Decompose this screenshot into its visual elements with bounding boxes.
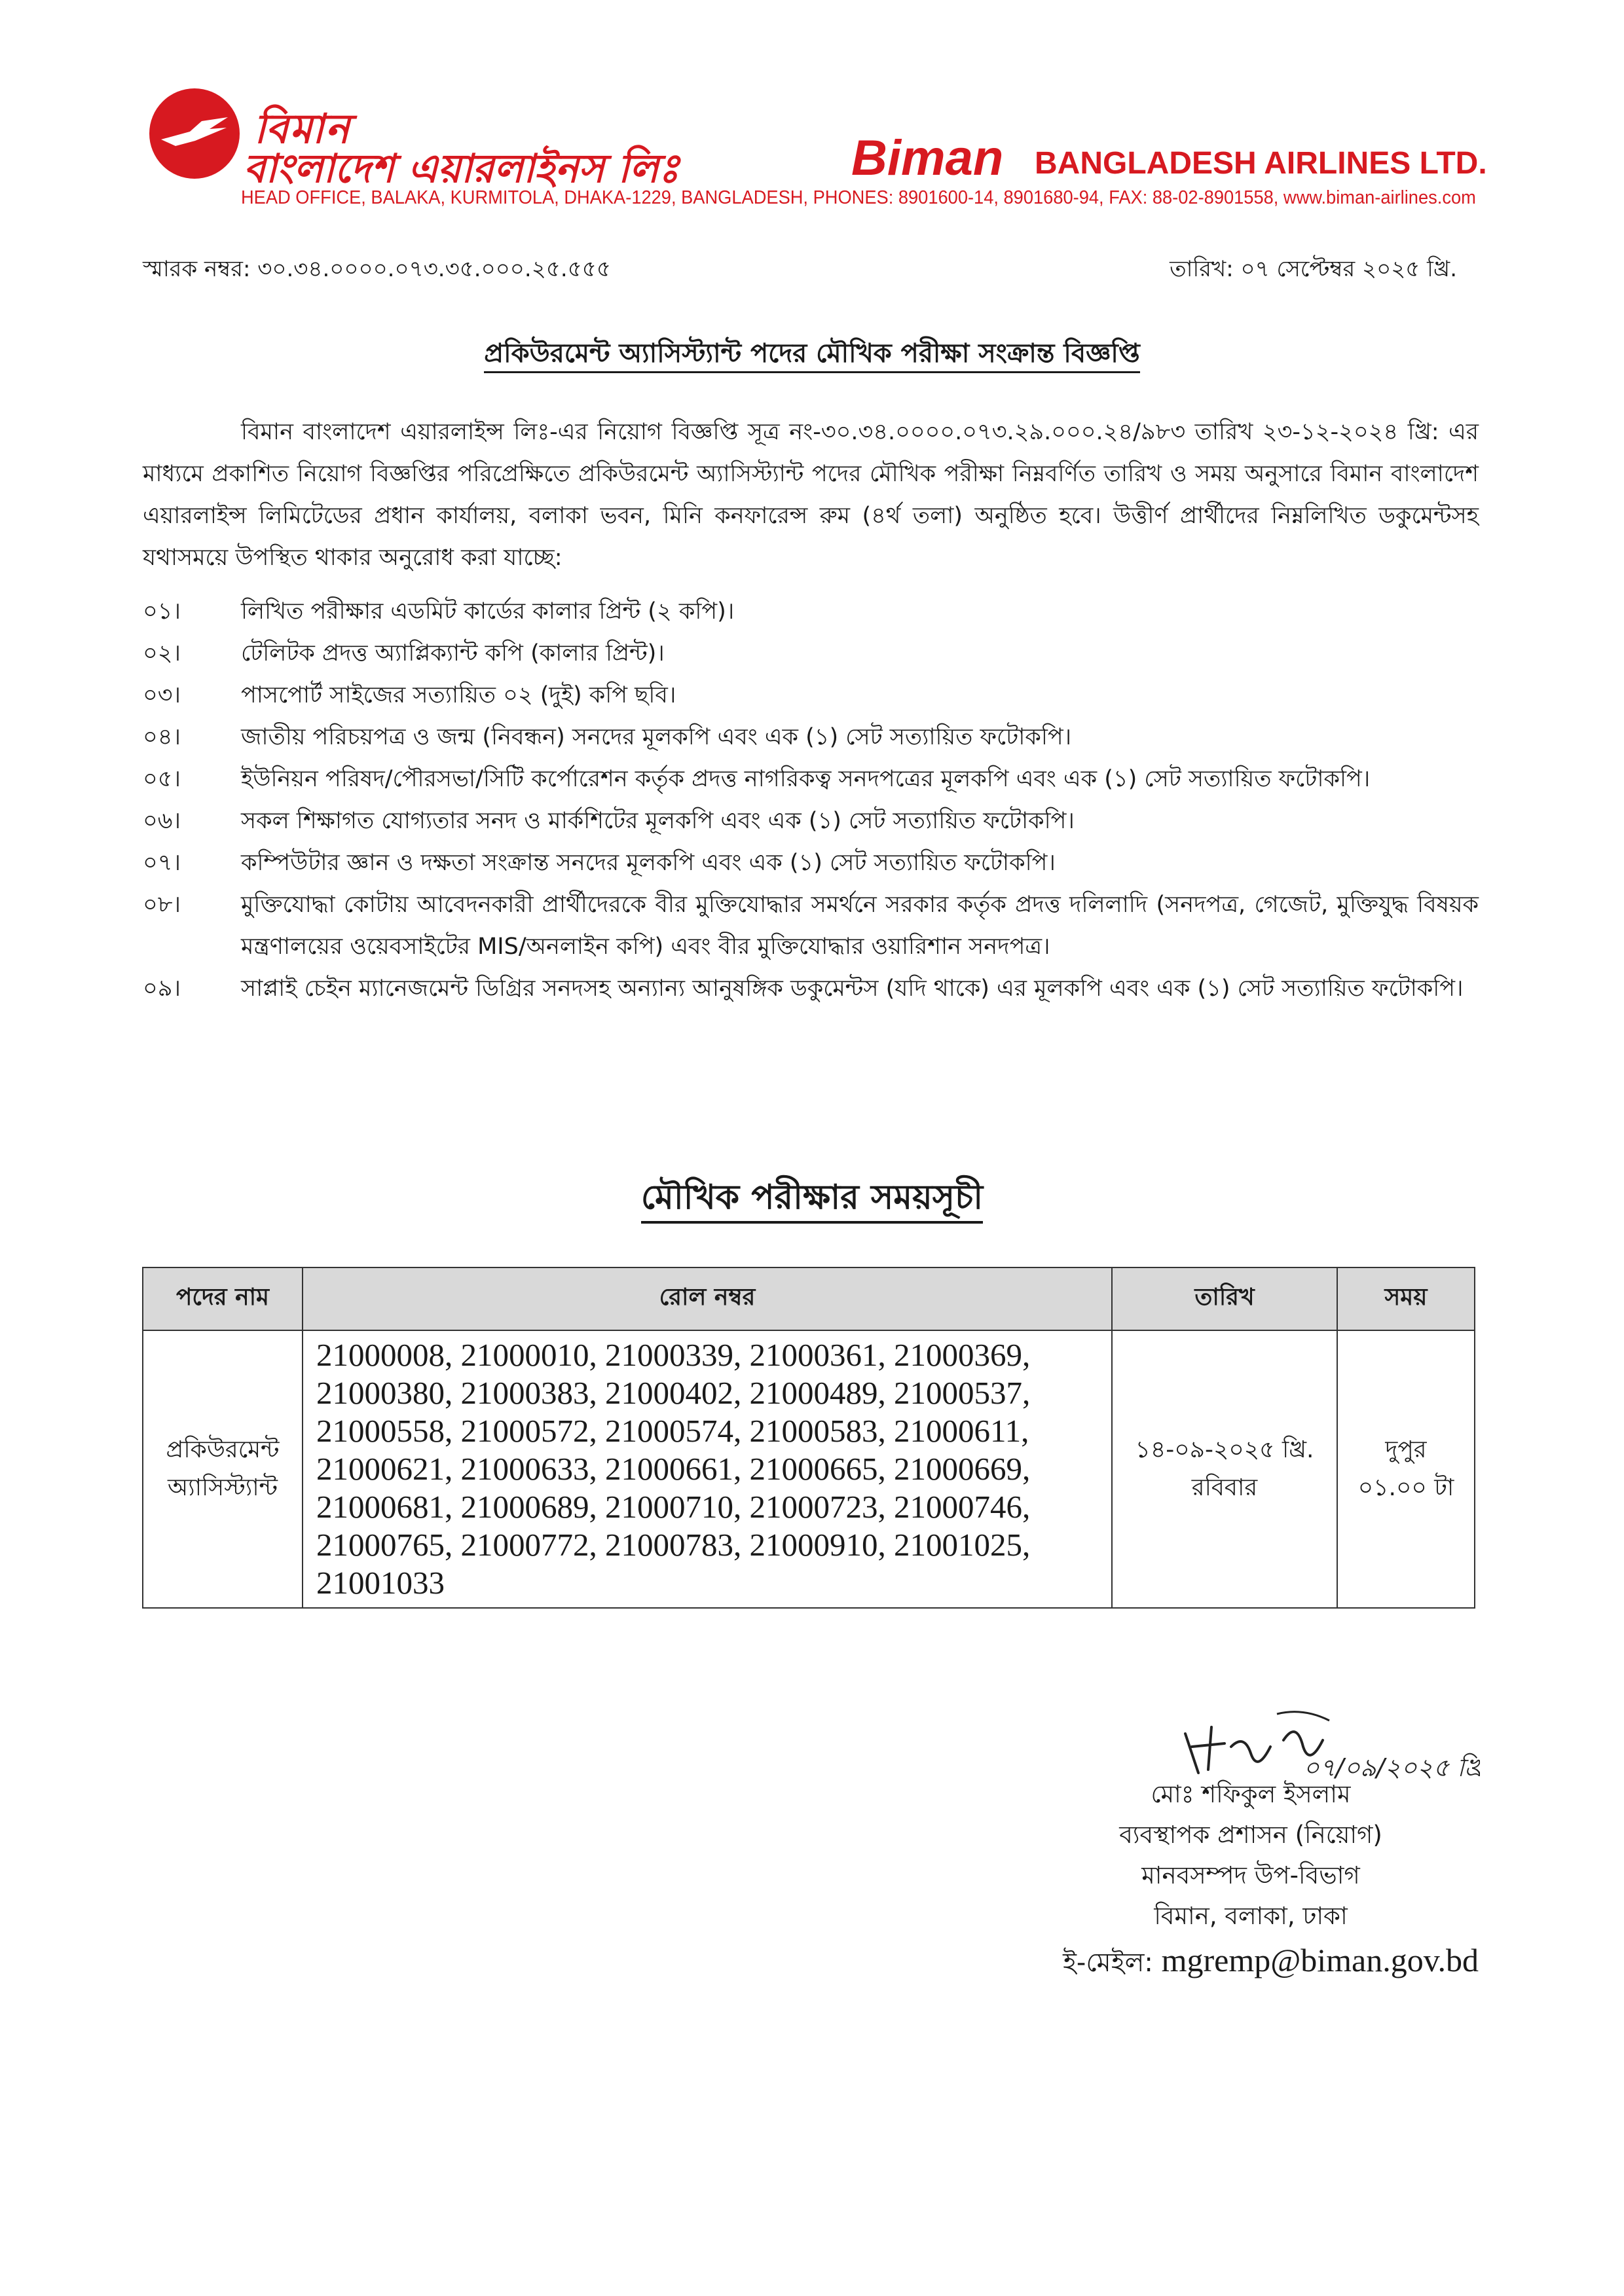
column-header-time: সময় (1337, 1267, 1475, 1330)
list-item-text: জাতীয় পরিচয়পত্র ও জন্ম (নিবন্ধন) সনদের মূলকপি এবং এক (১) সেট সত্যায়িত ফটোকপি। (241, 724, 1072, 750)
notice-title-text: প্রকিউরমেন্ট অ্যাসিস্ট্যান্ট পদের মৌখিক পরীক্ষা সংক্রান্ত বিজ্ঞপ্তি (484, 338, 1139, 373)
list-item-number: ০৯। (143, 975, 181, 1002)
email-address: mgremp@biman.gov.bd (1161, 1942, 1479, 1978)
signature-date: ০৭/০৯/২০২৫ খ্রি: (1303, 1753, 1480, 1782)
signatory-email-line (1063, 1941, 1479, 1986)
list-item-number: ০৩। (143, 682, 181, 708)
exam-day: রবিবার (1191, 1474, 1258, 1501)
schedule-table (142, 1267, 1475, 1609)
list-item (143, 674, 1479, 716)
exam-time: ০১.০০ টা (1357, 1474, 1454, 1501)
biman-logo (149, 88, 240, 179)
exam-date: ১৪-০৯-২০২৫ খ্রি. (1135, 1436, 1314, 1463)
list-item-number: ০৭। (143, 850, 181, 876)
list-item (143, 632, 1479, 674)
exam-time-period: দুপুর (1385, 1436, 1427, 1463)
list-item-number: ০৫। (143, 766, 181, 792)
table-row (143, 1330, 1475, 1608)
schedule-title-text: মৌখিক পরীক্ষার সময়সূচী (641, 1178, 983, 1224)
signatory-designation: ব্যবস্থাপক প্রশাসন (নিয়োগ) (1119, 1821, 1382, 1849)
required-documents-list (143, 591, 1479, 1010)
brand-name-english-sub: BANGLADESH AIRLINES LTD. (1035, 146, 1487, 181)
list-item-text: টেলিটক প্রদত্ত অ্যাপ্লিক্যান্ট কপি (কালার প্রিন্ট)। (241, 640, 665, 666)
date-cell (1112, 1330, 1337, 1608)
list-item (143, 716, 1479, 758)
column-header-date: তারিখ (1112, 1267, 1337, 1330)
time-cell (1337, 1330, 1475, 1608)
signatory-department: মানবসম্পদ উপ-বিভাগ (1141, 1861, 1360, 1889)
list-item-text: সকল শিক্ষাগত যোগ্যতার সনদ ও মার্কশিটের মূলকপি এবং এক (১) সেট সত্যায়িত ফটোকপি। (241, 808, 1075, 834)
head-office-address: HEAD OFFICE, BALAKA, KURMITOLA, DHAKA-1229, BANGLADESH, PHONES: 8901600-14, 8901680-94, FAX: 88-02-8901558, www.biman-airlines.com (241, 187, 1476, 208)
list-item-text: ইউনিয়ন পরিষদ/পৌরসভা/সিটি কর্পোরেশন কর্তৃক প্রদত্ত নাগরিকত্ব সনদপত্রের মূলকপি এবং এক (১) সেট সত্যায়িত ফটোকপি। (241, 766, 1371, 792)
notice-title (0, 333, 1624, 376)
signatory-office: বিমান, বলাকা, ঢাকা (1154, 1902, 1348, 1930)
list-item (143, 968, 1479, 1010)
list-item (143, 884, 1479, 968)
schedule-title (0, 1171, 1624, 1228)
brand-name-bangla-line1: বিমান (254, 105, 351, 153)
roll-numbers-cell: 21000008, 21000010, 21000339, 21000361, 21000369, 21000380, 21000383, 21000402, 21000489, 21000537, 21000558, 21000572, 21000574, 21000583, 21000611, 21000621, 21000633, 21000661, 21000665, 21000669, 21000681, 21000689, 21000710, 21000723, 21000746, 21000765, 21000772, 21000783, 21000910, 21001025, 21001033 (303, 1330, 1112, 1608)
memo-number: স্মারক নম্বর: ৩০.৩৪.০০০০.০৭৩.৩৫.০০০.২৫.৫৫৫ (143, 256, 611, 282)
list-item-number: ০৬। (143, 808, 181, 834)
list-item (143, 842, 1479, 884)
list-item-text: সাপ্লাই চেইন ম্যানেজমেন্ট ডিগ্রির সনদসহ অন্যান্য আনুষঙ্গিক ডকুমেন্টস (যদি থাকে) এর মূলকপি এবং এক (১) সেট সত্যায়িত ফটোকপি। (241, 975, 1464, 1002)
list-item (143, 591, 1479, 632)
intro-paragraph: বিমান বাংলাদেশ এয়ারলাইন্স লিঃ-এর নিয়োগ বিজ্ঞপ্তি সূত্র নং-৩০.৩৪.০০০০.০৭৩.২৯.০০০.২৪/৯৮৩ তারিখ ২৩-১২-২০২৪ খ্রি: এর মাধ্যমে প্রকাশিত নিয়োগ বিজ্ঞপ্তির পরিপ্রেক্ষিতে প্রকিউরমেন্ট অ্যাসিস্ট্যান্ট পদের মৌখিক পরীক্ষা নিম্নবর্ণিত তারিখ ও সময় অনুসারে বিমান বাংলাদেশ এয়ারলাইন্স লিমিটেডের প্রধান কার্যালয়, বলাকা ভবন, মিনি কনফারেন্স রুম (৪র্থ তলা) অনুষ্ঠিত হবে। উত্তীর্ণ প্রার্থীদের নিম্নলিখিত ডকুমেন্টসহ যথাসময়ে উপস্থিত থাকার অনুরোধ করা যাচ্ছে: (143, 419, 1479, 571)
table-header-row (143, 1267, 1475, 1330)
column-header-roll: রোল নম্বর (303, 1267, 1112, 1330)
list-item-number: ০২। (143, 640, 181, 666)
notice-date: তারিখ: ০৭ সেপ্টেম্বর ২০২৫ খ্রি. (1170, 256, 1457, 282)
brand-name-english: Biman (851, 130, 1004, 186)
stork-icon (149, 88, 240, 179)
column-header-post: পদের নাম (143, 1267, 303, 1330)
signatory-block (1022, 1774, 1480, 1937)
list-item-text: মুক্তিযোদ্ধা কোটায় আবেদনকারী প্রার্থীদেরকে বীর মুক্তিযোদ্ধার সমর্থনে সরকার কর্তৃক প্রদত্ত দলিলাদি (সনদপত্র, গেজেট, মুক্তিযুদ্ধ বিষয়ক মন্ত্রণালয়ের ওয়েবসাইটের MIS/অনলাইন কপি) এবং বীর মুক্তিযোদ্ধার ওয়ারিশান সনদপত্র। (241, 892, 1479, 960)
list-item (143, 758, 1479, 800)
signatory-name: মোঃ শফিকুল ইসলাম (1151, 1780, 1351, 1808)
brand-name-bangla-line2: বাংলাদেশ এয়ারলাইনস লিঃ (244, 146, 680, 192)
list-item-text: লিখিত পরীক্ষার এডমিট কার্ডের কালার প্রিন্ট (২ কপি)। (241, 598, 735, 625)
list-item (143, 800, 1479, 842)
list-item-number: ০১। (143, 598, 181, 625)
list-item-number: ০৪। (143, 724, 181, 750)
list-item-text: পাসপোর্ট সাইজের সত্যায়িত ০২ (দুই) কপি ছবি। (241, 682, 676, 708)
list-item-text: কম্পিউটার জ্ঞান ও দক্ষতা সংক্রান্ত সনদের মূলকপি এবং এক (১) সেট সত্যায়িত ফটোকপি। (241, 850, 1056, 876)
list-item-number: ০৮। (143, 892, 181, 918)
email-label: ই-মেইল: (1063, 1948, 1153, 1978)
post-name-cell: প্রকিউরমেন্ট অ্যাসিস্ট্যান্ট (143, 1330, 303, 1608)
